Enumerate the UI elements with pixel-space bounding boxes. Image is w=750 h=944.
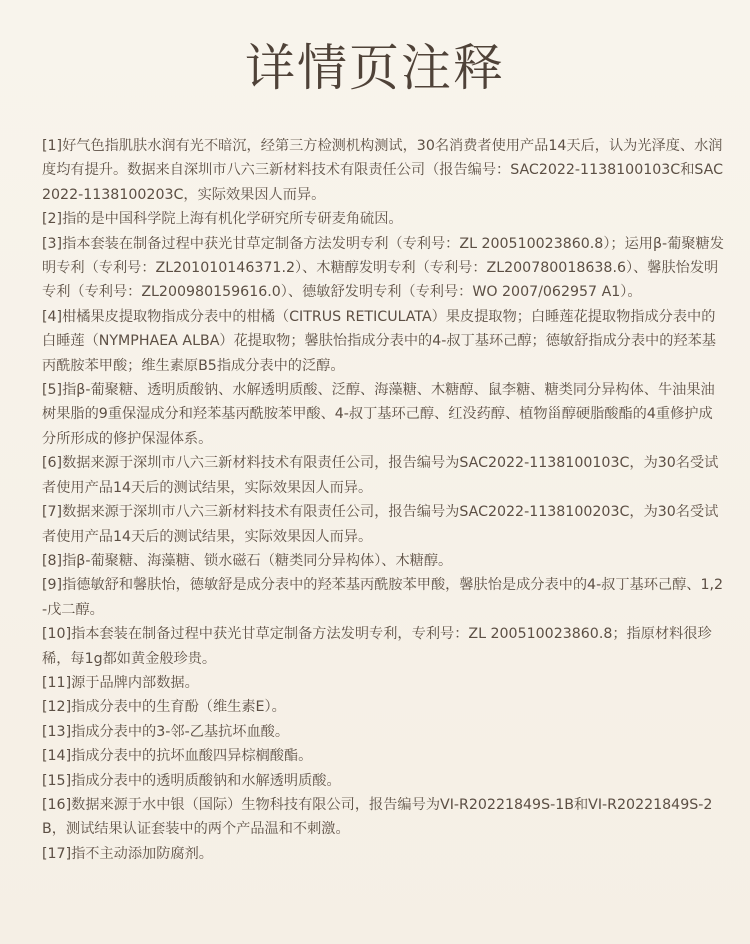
note-1: [1]好气色指肌肤水润有光不暗沉，经第三方检测机构测试，30名消费者使用产品14天后，认为光泽度、水润度均有提升。数据来自深圳市八六三新材料技术有限责任公司（报告编号：SAC2022-1138100103C和SAC2022-1138100203C，实际效果因人而异。 xyxy=(42,138,724,203)
note-9: [9]指德敏舒和馨肤怡，德敏舒是成分表中的羟苯基丙酰胺苯甲酸，馨肤怡是成分表中的4-叔丁基环己醇、1,2-戊二醇。 xyxy=(42,577,724,618)
note-14: [14]指成分表中的抗坏血酸四异棕榈酸酯。 xyxy=(42,748,313,765)
note-11: [11]源于品牌内部数据。 xyxy=(42,674,199,691)
notes-list xyxy=(42,134,726,866)
note-3: [3]指本套装在制备过程中获光甘草定制备方法发明专利（专利号：ZL 200510023860.8）；运用β-葡聚糖发明专利（专利号：ZL201010146371.2）、木糖醇发明专利（专利号：ZL200780018638.6）、馨肤怡发明专利（专利号：ZL200980159616.0）、德敏舒发明专利（专利号：WO 2007/062957 A1）。 xyxy=(42,235,724,301)
note-12: [12]指成分表中的生育酚（维生素E）。 xyxy=(42,699,286,716)
note-8: [8]指β-葡聚糖、海藻糖、锁水磁石（糖类同分异构体）、木糖醇。 xyxy=(42,552,453,569)
note-15: [15]指成分表中的透明质酸钠和水解透明质酸。 xyxy=(42,772,341,789)
note-7: [7]数据来源于深圳市八六三新材料技术有限责任公司，报告编号为SAC2022-1138100203C，为30名受试者使用产品14天后的测试结果，实际效果因人而异。 xyxy=(42,504,719,545)
note-2: [2]指的是中国科学院上海有机化学研究所专研麦角硫因。 xyxy=(42,211,403,228)
note-13: [13]指成分表中的3-邻-乙基抗坏血酸。 xyxy=(42,723,290,740)
page-title: 详情页注释 xyxy=(245,39,505,97)
note-10: [10]指本套装在制备过程中获光甘草定制备方法发明专利，专利号：ZL 200510023860.8；指原材料很珍稀，每1g都如黄金般珍贵。 xyxy=(42,626,712,667)
note-6: [6]数据来源于深圳市八六三新材料技术有限责任公司，报告编号为SAC2022-1138100103C，为30名受试者使用产品14天后的测试结果，实际效果因人而异。 xyxy=(42,455,719,496)
note-17: [17]指不主动添加防腐剂。 xyxy=(42,845,213,862)
note-16: [16]数据来源于水中银（国际）生物科技有限公司，报告编号为VI-R20221849S-1B和VI-R20221849S-2B，测试结果认证套装中的两个产品温和不刺激。 xyxy=(42,796,713,838)
note-5: [5]指β-葡聚糖、透明质酸钠、水解透明质酸、泛醇、海藻糖、木糖醇、鼠李糖、糖类同分异构体、牛油果油树果脂的9重保湿成分和羟苯基丙酰胺苯甲酸、4-叔丁基环己醇、红没药醇、植物甾醇硬脂酸酯的4重修护成分所形成的修护保湿体系。 xyxy=(42,382,715,447)
note-4: [4]柑橘果皮提取物指成分表中的柑橘（CITRUS RETICULATA）果皮提取物；白睡莲花提取物指成分表中的白睡莲（NYMPHAEA ALBA）花提取物；馨肤怡指成分表中的4-叔丁基环己醇；德敏舒指成分表中的羟苯基丙酰胺苯甲酸；维生素原B5指成分表中的泛醇。 xyxy=(42,308,716,374)
